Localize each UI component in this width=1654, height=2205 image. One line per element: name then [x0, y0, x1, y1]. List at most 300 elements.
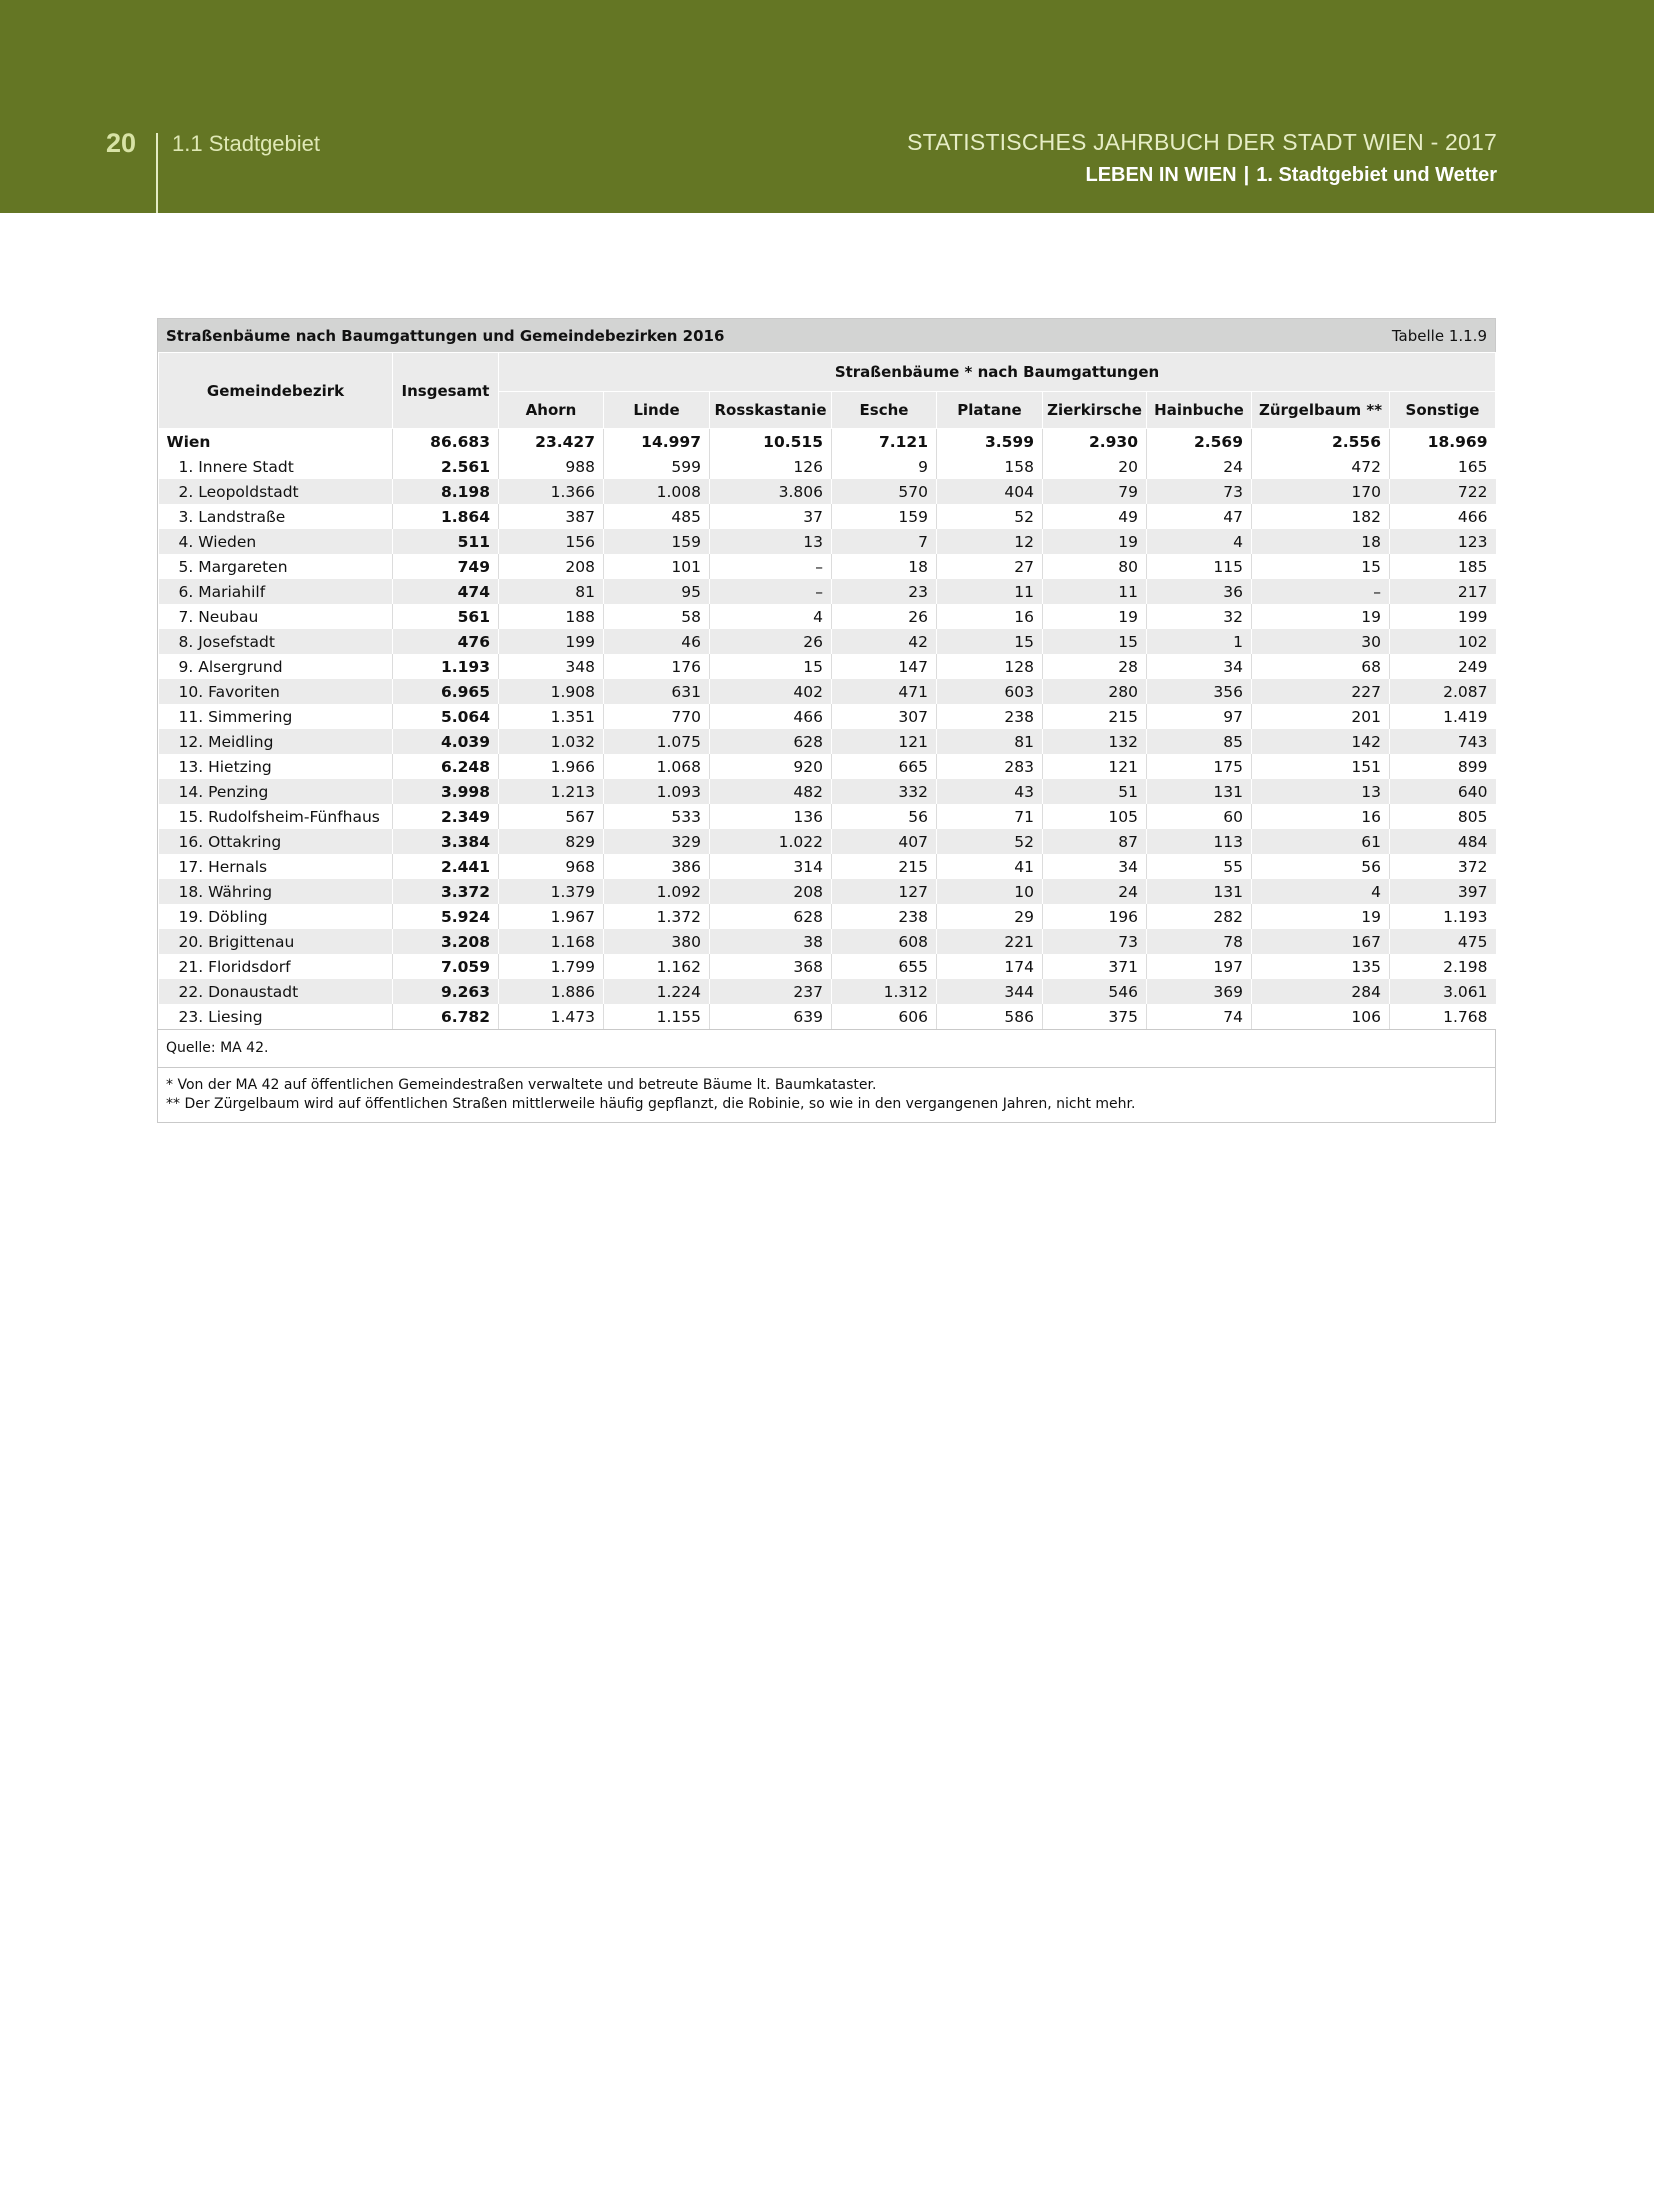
table-cell: 482 [710, 779, 832, 804]
tree-statistics-table [157, 318, 1496, 1123]
table-cell: 188 [499, 604, 604, 629]
table-row [159, 604, 1496, 629]
table-cell: 51 [1043, 779, 1147, 804]
table-cell: 13 [710, 529, 832, 554]
yearbook-title: STATISTISCHES JAHRBUCH DER STADT WIEN - 2017 [907, 129, 1497, 155]
table-row [159, 1004, 1496, 1029]
table-cell: 655 [832, 954, 937, 979]
table-cell: 15 [1252, 554, 1390, 579]
row-total-cell: 5.064 [393, 704, 499, 729]
table-cell: 135 [1252, 954, 1390, 979]
row-label: 9. Alsergrund [159, 654, 393, 679]
table-cell: 52 [937, 829, 1043, 854]
table-cell: 197 [1147, 954, 1252, 979]
row-label: 1. Innere Stadt [159, 454, 393, 479]
table-cell: 1.379 [499, 879, 604, 904]
table-cell: 1.351 [499, 704, 604, 729]
row-label: 22. Donaustadt [159, 979, 393, 1004]
table-cell: 74 [1147, 1004, 1252, 1029]
table-cell: 105 [1043, 804, 1147, 829]
table-cell: 19 [1043, 529, 1147, 554]
table-cell: 23 [832, 579, 937, 604]
row-total-cell: 86.683 [393, 429, 499, 455]
table-cell: 307 [832, 704, 937, 729]
col-header-district: Gemeindebezirk [159, 353, 393, 429]
table-cell: 599 [604, 454, 710, 479]
table-cell: 208 [499, 554, 604, 579]
table-cell: 56 [832, 804, 937, 829]
table-row [159, 554, 1496, 579]
table-cell: 369 [1147, 979, 1252, 1004]
row-total-cell: 3.372 [393, 879, 499, 904]
table-cell: 196 [1043, 904, 1147, 929]
table-cell: 38 [710, 929, 832, 954]
table-cell: 106 [1252, 1004, 1390, 1029]
chapter-left: LEBEN IN WIEN [1085, 164, 1237, 186]
table-cell: 639 [710, 1004, 832, 1029]
row-label: 16. Ottakring [159, 829, 393, 854]
table-cell: 237 [710, 979, 832, 1004]
table-cell: 238 [937, 704, 1043, 729]
table-cell: 665 [832, 754, 937, 779]
table-cell: 55 [1147, 854, 1252, 879]
table-cell: 7.121 [832, 429, 937, 455]
table-cell: 12 [937, 529, 1043, 554]
table-row [159, 454, 1496, 479]
table-cell: 15 [937, 629, 1043, 654]
row-label: 10. Favoriten [159, 679, 393, 704]
row-label: 4. Wieden [159, 529, 393, 554]
table-row [159, 779, 1496, 804]
table-cell: 567 [499, 804, 604, 829]
table-cell: 280 [1043, 679, 1147, 704]
table-cell: 1.213 [499, 779, 604, 804]
table-cell: 628 [710, 904, 832, 929]
row-label: 21. Floridsdorf [159, 954, 393, 979]
table-row [159, 754, 1496, 779]
col-header-species: Linde [604, 392, 710, 429]
table-cell: 127 [832, 879, 937, 904]
col-header-total: Insgesamt [393, 353, 499, 429]
table-cell: 10.515 [710, 429, 832, 455]
table-cell: 1.372 [604, 904, 710, 929]
table-cell: 19 [1252, 604, 1390, 629]
col-header-species: Zierkirsche [1043, 392, 1147, 429]
chapter-right: 1. Stadtgebiet und Wetter [1256, 164, 1497, 186]
table-cell: 27 [937, 554, 1043, 579]
table-cell: 3.806 [710, 479, 832, 504]
table-cell: 386 [604, 854, 710, 879]
table-cell: 26 [710, 629, 832, 654]
row-label: 5. Margareten [159, 554, 393, 579]
table-cell: 606 [832, 1004, 937, 1029]
table-cell: – [1252, 579, 1390, 604]
table-cell: 371 [1043, 954, 1147, 979]
row-label: 20. Brigittenau [159, 929, 393, 954]
row-total-cell: 6.248 [393, 754, 499, 779]
row-total-cell: 3.208 [393, 929, 499, 954]
row-total-cell: 474 [393, 579, 499, 604]
table-cell: 43 [937, 779, 1043, 804]
table-cell: 475 [1390, 929, 1496, 954]
col-header-species: Platane [937, 392, 1043, 429]
table-cell: 640 [1390, 779, 1496, 804]
table-row [159, 704, 1496, 729]
row-label: 13. Hietzing [159, 754, 393, 779]
table-cell: 131 [1147, 779, 1252, 804]
table-cell: 920 [710, 754, 832, 779]
table-cell: 1.068 [604, 754, 710, 779]
table-cell: 170 [1252, 479, 1390, 504]
table-row [159, 479, 1496, 504]
table-row [159, 854, 1496, 879]
table-cell: 628 [710, 729, 832, 754]
table-cell: 16 [1252, 804, 1390, 829]
table-cell: 73 [1147, 479, 1252, 504]
table-footnotes [158, 1067, 1495, 1122]
table-cell: 722 [1390, 479, 1496, 504]
table-cell: 1.022 [710, 829, 832, 854]
row-label: 7. Neubau [159, 604, 393, 629]
table-cell: 201 [1252, 704, 1390, 729]
table-cell: 131 [1147, 879, 1252, 904]
row-label: 14. Penzing [159, 779, 393, 804]
table-cell: 101 [604, 554, 710, 579]
row-total-cell: 7.059 [393, 954, 499, 979]
table-cell: 159 [604, 529, 710, 554]
table-cell: 1 [1147, 629, 1252, 654]
table-cell: 2.930 [1043, 429, 1147, 455]
table-cell: 36 [1147, 579, 1252, 604]
row-label: 6. Mariahilf [159, 579, 393, 604]
table-cell: 586 [937, 1004, 1043, 1029]
table-cell: 1.224 [604, 979, 710, 1004]
table-row [159, 679, 1496, 704]
row-label: 18. Währing [159, 879, 393, 904]
table-cell: 546 [1043, 979, 1147, 1004]
table-row [159, 929, 1496, 954]
row-total-cell: 6.782 [393, 1004, 499, 1029]
table-cell: 4 [1147, 529, 1252, 554]
table-cell: 199 [1390, 604, 1496, 629]
table-cell: 1.366 [499, 479, 604, 504]
col-header-species: Zürgelbaum ** [1252, 392, 1390, 429]
table-cell: 215 [832, 854, 937, 879]
table-cell: 284 [1252, 979, 1390, 1004]
table-cell: 314 [710, 854, 832, 879]
table-cell: 466 [1390, 504, 1496, 529]
table-cell: 159 [832, 504, 937, 529]
table-cell: 1.008 [604, 479, 710, 504]
table-cell: 81 [937, 729, 1043, 754]
table-cell: 176 [604, 654, 710, 679]
table-caption [158, 319, 1495, 352]
table-cell: 407 [832, 829, 937, 854]
table-cell: 2.087 [1390, 679, 1496, 704]
table-cell: 208 [710, 879, 832, 904]
table-cell: 1.032 [499, 729, 604, 754]
table-cell: 249 [1390, 654, 1496, 679]
table-cell: 18 [1252, 529, 1390, 554]
table-cell: 608 [832, 929, 937, 954]
table-cell: 1.768 [1390, 1004, 1496, 1029]
table-cell: 770 [604, 704, 710, 729]
table-cell: 185 [1390, 554, 1496, 579]
col-header-species: Hainbuche [1147, 392, 1252, 429]
table-cell: 132 [1043, 729, 1147, 754]
table-cell: 42 [832, 629, 937, 654]
table-cell: 402 [710, 679, 832, 704]
table-cell: 34 [1043, 854, 1147, 879]
table-cell: 1.093 [604, 779, 710, 804]
table-cell: 128 [937, 654, 1043, 679]
col-header-group: Straßenbäume * nach Baumgattungen [499, 353, 1496, 392]
row-total-cell: 4.039 [393, 729, 499, 754]
table-cell: 80 [1043, 554, 1147, 579]
table-row [159, 504, 1496, 529]
table-cell: 24 [1043, 879, 1147, 904]
table-cell: 7 [832, 529, 937, 554]
table-cell: 348 [499, 654, 604, 679]
table-cell: 142 [1252, 729, 1390, 754]
table-cell: 375 [1043, 1004, 1147, 1029]
table-cell: 10 [937, 879, 1043, 904]
table-cell: 380 [604, 929, 710, 954]
table-cell: 13 [1252, 779, 1390, 804]
table-cell: 81 [499, 579, 604, 604]
col-header-species: Esche [832, 392, 937, 429]
table-cell: 115 [1147, 554, 1252, 579]
footnote-2: ** Der Zürgelbaum wird auf öffentlichen Straßen mittlerweile häufig gepflanzt, die Robinie, so wie in den vergangenen Jahren, nicht mehr. [166, 1096, 1136, 1112]
table-cell: 1.967 [499, 904, 604, 929]
table-cell: 102 [1390, 629, 1496, 654]
table-cell: 329 [604, 829, 710, 854]
table-cell: 167 [1252, 929, 1390, 954]
table-cell: – [710, 579, 832, 604]
table-cell: 28 [1043, 654, 1147, 679]
table-cell: 68 [1252, 654, 1390, 679]
table-cell: 9 [832, 454, 937, 479]
table-cell: 283 [937, 754, 1043, 779]
section-title: 1.1 Stadtgebiet [172, 131, 321, 156]
table-cell: 47 [1147, 504, 1252, 529]
table-cell: 71 [937, 804, 1043, 829]
row-total-cell: 9.263 [393, 979, 499, 1004]
table-cell: 1.886 [499, 979, 604, 1004]
table-cell: 11 [1043, 579, 1147, 604]
table-cell: 15 [710, 654, 832, 679]
table-cell: 968 [499, 854, 604, 879]
row-total-cell: 749 [393, 554, 499, 579]
table-cell: 156 [499, 529, 604, 554]
footnote-1: * Von der MA 42 auf öffentlichen Gemeindestraßen verwaltete und betreute Bäume lt. Baumkataster. [166, 1077, 877, 1093]
table-cell: 1.075 [604, 729, 710, 754]
row-label: 11. Simmering [159, 704, 393, 729]
row-label: 3. Landstraße [159, 504, 393, 529]
table-cell: 19 [1043, 604, 1147, 629]
table-cell: 533 [604, 804, 710, 829]
table-cell: 158 [937, 454, 1043, 479]
table-cell: 16 [937, 604, 1043, 629]
yearbook-header [907, 129, 1497, 187]
table-cell: 121 [1043, 754, 1147, 779]
table-cell: 32 [1147, 604, 1252, 629]
table-cell: 217 [1390, 579, 1496, 604]
row-label: Wien [159, 429, 393, 455]
row-label: 23. Liesing [159, 1004, 393, 1029]
table-cell: 215 [1043, 704, 1147, 729]
table-cell: 26 [832, 604, 937, 629]
table-cell: 368 [710, 954, 832, 979]
table-cell: 174 [937, 954, 1043, 979]
table-row [159, 904, 1496, 929]
table-cell: 34 [1147, 654, 1252, 679]
table-cell: 1.162 [604, 954, 710, 979]
col-header-species: Sonstige [1390, 392, 1496, 429]
table-cell: 631 [604, 679, 710, 704]
table-row-total [159, 429, 1496, 455]
table-row [159, 879, 1496, 904]
table-cell: 136 [710, 804, 832, 829]
table-title: Straßenbäume nach Baumgattungen und Gemeindebezirken 2016 [166, 326, 725, 345]
table-cell: 182 [1252, 504, 1390, 529]
table-cell: 97 [1147, 704, 1252, 729]
table-cell: 466 [710, 704, 832, 729]
table-cell: 805 [1390, 804, 1496, 829]
table-row [159, 629, 1496, 654]
table-number: Tabelle 1.1.9 [1391, 326, 1487, 345]
table-cell: 121 [832, 729, 937, 754]
table-cell: 1.092 [604, 879, 710, 904]
table-cell: 95 [604, 579, 710, 604]
table-cell: 829 [499, 829, 604, 854]
table-cell: 19 [1252, 904, 1390, 929]
col-header-species: Ahorn [499, 392, 604, 429]
table-cell: 58 [604, 604, 710, 629]
table-row [159, 529, 1496, 554]
table-cell: 11 [937, 579, 1043, 604]
table-cell: 1.966 [499, 754, 604, 779]
table-cell: 60 [1147, 804, 1252, 829]
row-total-cell: 1.864 [393, 504, 499, 529]
table-cell: 988 [499, 454, 604, 479]
chapter-title [907, 164, 1497, 187]
row-total-cell: 5.924 [393, 904, 499, 929]
row-total-cell: 8.198 [393, 479, 499, 504]
row-total-cell: 3.384 [393, 829, 499, 854]
table-cell: 18 [832, 554, 937, 579]
table-cell: 899 [1390, 754, 1496, 779]
table-cell: 344 [937, 979, 1043, 1004]
table-cell: 1.473 [499, 1004, 604, 1029]
table-cell: 570 [832, 479, 937, 504]
row-total-cell: 2.441 [393, 854, 499, 879]
table-row [159, 804, 1496, 829]
table-cell: 29 [937, 904, 1043, 929]
table-cell: – [710, 554, 832, 579]
row-total-cell: 2.349 [393, 804, 499, 829]
table-row [159, 979, 1496, 1004]
table-cell: 123 [1390, 529, 1496, 554]
row-total-cell: 2.561 [393, 454, 499, 479]
row-total-cell: 6.965 [393, 679, 499, 704]
table-cell: 85 [1147, 729, 1252, 754]
table-cell: 3.061 [1390, 979, 1496, 1004]
header-divider [156, 133, 158, 213]
table-cell: 24 [1147, 454, 1252, 479]
data-table [158, 352, 1496, 1029]
table-cell: 113 [1147, 829, 1252, 854]
table-cell: 147 [832, 654, 937, 679]
row-label: 2. Leopoldstadt [159, 479, 393, 504]
row-label: 12. Meidling [159, 729, 393, 754]
table-cell: 603 [937, 679, 1043, 704]
table-cell: 151 [1252, 754, 1390, 779]
table-cell: 238 [832, 904, 937, 929]
row-label: 15. Rudolfsheim-Fünfhaus [159, 804, 393, 829]
table-cell: 332 [832, 779, 937, 804]
col-header-species: Rosskastanie [710, 392, 832, 429]
table-cell: 4 [1252, 879, 1390, 904]
table-cell: 165 [1390, 454, 1496, 479]
table-cell: 372 [1390, 854, 1496, 879]
row-total-cell: 511 [393, 529, 499, 554]
table-cell: 20 [1043, 454, 1147, 479]
table-cell: 78 [1147, 929, 1252, 954]
table-cell: 1.799 [499, 954, 604, 979]
table-cell: 1.312 [832, 979, 937, 1004]
row-total-cell: 561 [393, 604, 499, 629]
table-cell: 46 [604, 629, 710, 654]
table-cell: 1.193 [1390, 904, 1496, 929]
table-cell: 49 [1043, 504, 1147, 529]
table-cell: 56 [1252, 854, 1390, 879]
table-row [159, 729, 1496, 754]
row-label: 8. Josefstadt [159, 629, 393, 654]
table-cell: 227 [1252, 679, 1390, 704]
table-source: Quelle: MA 42. [158, 1029, 1495, 1067]
table-cell: 4 [710, 604, 832, 629]
table-cell: 356 [1147, 679, 1252, 704]
table-cell: 37 [710, 504, 832, 529]
table-cell: 472 [1252, 454, 1390, 479]
table-cell: 61 [1252, 829, 1390, 854]
row-label: 17. Hernals [159, 854, 393, 879]
table-cell: 1.155 [604, 1004, 710, 1029]
table-cell: 404 [937, 479, 1043, 504]
table-cell: 485 [604, 504, 710, 529]
table-cell: 126 [710, 454, 832, 479]
table-cell: 397 [1390, 879, 1496, 904]
table-cell: 73 [1043, 929, 1147, 954]
table-cell: 1.419 [1390, 704, 1496, 729]
table-cell: 14.997 [604, 429, 710, 455]
table-cell: 199 [499, 629, 604, 654]
table-cell: 1.168 [499, 929, 604, 954]
row-label: 19. Döbling [159, 904, 393, 929]
table-cell: 2.198 [1390, 954, 1496, 979]
chapter-separator: | [1243, 164, 1250, 186]
row-total-cell: 3.998 [393, 779, 499, 804]
table-row [159, 954, 1496, 979]
table-cell: 2.569 [1147, 429, 1252, 455]
table-cell: 387 [499, 504, 604, 529]
page-number: 20 [106, 128, 137, 158]
row-total-cell: 476 [393, 629, 499, 654]
table-row [159, 579, 1496, 604]
table-cell: 15 [1043, 629, 1147, 654]
row-total-cell: 1.193 [393, 654, 499, 679]
